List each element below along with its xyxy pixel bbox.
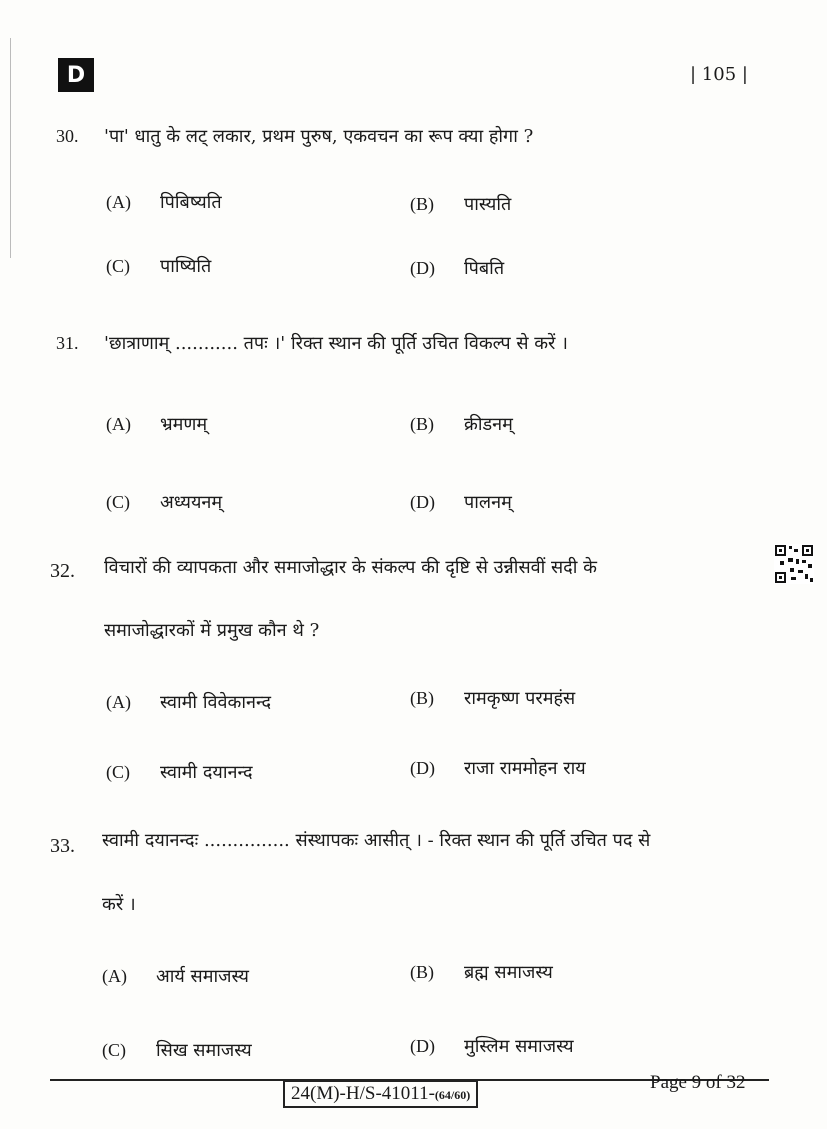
question-text-line2: समाजोद्धारकों में प्रमुख कौन थे ? xyxy=(104,620,320,641)
margin-line xyxy=(10,38,11,258)
option-text: सिख समाजस्य xyxy=(156,1040,252,1061)
question-number: 30. xyxy=(56,126,79,146)
option-text: मुस्लिम समाजस्य xyxy=(464,1036,574,1057)
option-d xyxy=(410,256,504,280)
option-label: (C) xyxy=(102,1040,126,1060)
option-text: क्रीडनम् xyxy=(464,414,513,435)
option-d xyxy=(410,756,586,780)
option-text: राजा राममोहन राय xyxy=(464,758,586,779)
option-text: आर्य समाजस्य xyxy=(156,966,249,987)
question-number: 32. xyxy=(50,560,75,582)
option-label: (D) xyxy=(410,492,435,512)
question-number: 31. xyxy=(56,333,79,353)
question-number: 33. xyxy=(50,835,75,857)
option-a xyxy=(106,190,222,214)
option-label: (C) xyxy=(106,762,130,782)
option-label: (C) xyxy=(106,492,130,512)
qr-code-icon xyxy=(774,544,814,584)
option-text: पिबिष्यति xyxy=(160,192,222,213)
option-label: (A) xyxy=(102,966,127,986)
option-label: (C) xyxy=(106,256,130,276)
option-text: पालनम् xyxy=(464,492,512,513)
option-d xyxy=(410,1034,574,1058)
option-c xyxy=(106,760,253,784)
option-text: ब्रह्म समाजस्य xyxy=(464,962,553,983)
paper-code: 24(M)-H/S-41011- xyxy=(291,1083,435,1104)
option-a xyxy=(102,964,249,988)
page-number: | 105 | xyxy=(690,64,748,85)
option-c xyxy=(102,1038,252,1062)
option-b xyxy=(410,412,513,436)
option-text: पाष्यिति xyxy=(160,256,212,277)
option-label: (B) xyxy=(410,414,434,434)
option-label: (D) xyxy=(410,1036,435,1056)
option-b xyxy=(410,192,511,216)
question-text-line1: विचारों की व्यापकता और समाजोद्धार के संकल्प की दृष्टि से उन्नीसवीं सदी के xyxy=(104,557,597,578)
paper-code-small: (64/60) xyxy=(434,1088,471,1102)
option-label: (A) xyxy=(106,414,131,434)
option-label: (D) xyxy=(410,258,435,278)
option-label: (B) xyxy=(410,194,434,214)
option-label: (A) xyxy=(106,192,131,212)
page-label: Page 9 of 32 xyxy=(650,1072,746,1093)
question-text: 'छात्राणाम् ........... तपः ।' रिक्त स्थान की पूर्ति उचित विकल्प से करें । xyxy=(104,333,568,354)
paper-code-box xyxy=(283,1080,478,1108)
question-text: 'पा' धातु के लट् लकार, प्रथम पुरुष, एकवचन का रूप क्या होगा ? xyxy=(104,126,534,147)
option-text: भ्रमणम् xyxy=(160,414,208,435)
option-d xyxy=(410,490,512,514)
option-label: (B) xyxy=(410,962,434,982)
option-text: स्वामी विवेकानन्द xyxy=(160,692,272,713)
option-b xyxy=(410,686,575,710)
option-text: रामकृष्ण परमहंस xyxy=(464,688,576,709)
question-text-line2: करें । xyxy=(102,894,136,915)
option-text: अध्ययनम् xyxy=(160,492,223,513)
option-c xyxy=(106,254,211,278)
option-c xyxy=(106,490,222,514)
option-text: स्वामी दयानन्द xyxy=(160,762,253,783)
option-label: (B) xyxy=(410,688,434,708)
option-a xyxy=(106,412,207,436)
option-text: पास्यति xyxy=(464,194,512,215)
option-label: (D) xyxy=(410,758,435,778)
question-text-line1: स्वामी दयानन्दः ............... संस्थापकः आसीत् । - रिक्त स्थान की पूर्ति उचित पद से xyxy=(102,830,651,851)
option-text: पिबति xyxy=(464,258,505,279)
option-a xyxy=(106,690,271,714)
option-label: (A) xyxy=(106,692,131,712)
set-code-badge: D xyxy=(58,58,94,92)
option-b xyxy=(410,960,553,984)
